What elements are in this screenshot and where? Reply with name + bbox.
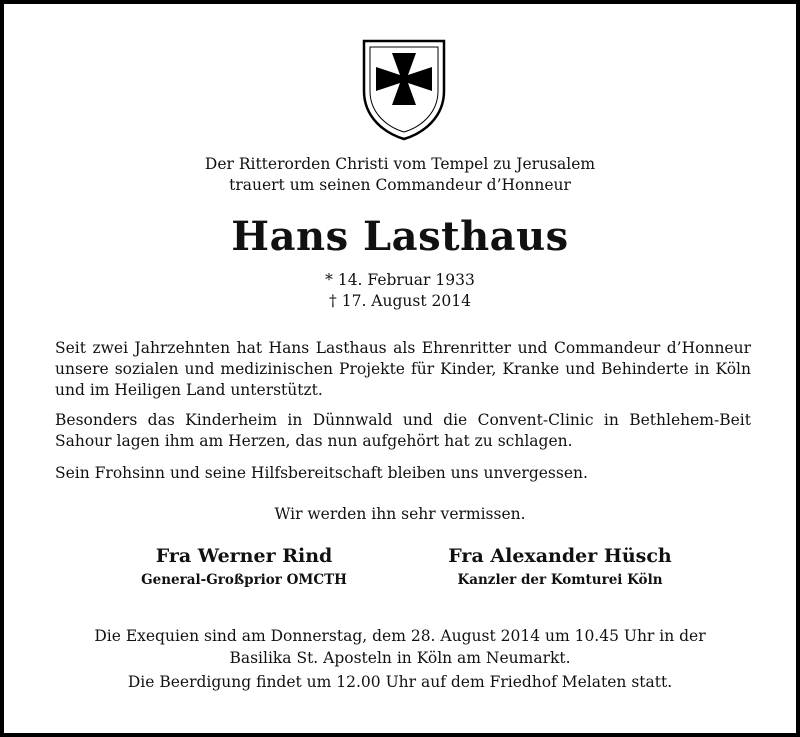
- signatory-right: [410, 544, 710, 590]
- deceased-name: Hans Lasthaus: [231, 213, 569, 260]
- birth-date: * 14. Februar 1933: [325, 271, 475, 289]
- organization-line: Der Ritterorden Christi vom Tempel zu Jerusalem: [204, 155, 596, 173]
- mourning-line: trauert um seinen Commandeur d’Honneur: [229, 176, 571, 194]
- life-dates: [4, 270, 796, 312]
- closing-line: Wir werden ihn sehr vermissen.: [274, 505, 526, 523]
- tribute-paragraph-1: Seit zwei Jahrzehnten hat Hans Lasthaus als Ehrenritter und Commandeur d’Honneur unsere sozialen und medizinischen Projekte für Kinder, Kranke und Behinderte in Köln und im Heiligen Land unterstützt.: [55, 339, 751, 399]
- signatory-title: General-Großprior OMCTH: [141, 572, 347, 588]
- signatory-left: [94, 544, 394, 590]
- signatory-name: Fra Alexander Hüsch: [448, 545, 672, 567]
- tribute-paragraph-2: Besonders das Kinderheim in Dünnwald und die Convent-Clinic in Bethlehem-Beit Sahour lagen ihm am Herzen, das nun aufgehört hat zu schlagen.: [55, 411, 751, 450]
- funeral-mass-line-1: Die Exequien sind am Donnerstag, dem 28. August 2014 um 10.45 Uhr in der: [94, 627, 706, 645]
- signatory-name: Fra Werner Rind: [155, 545, 333, 567]
- signatory-title: Kanzler der Komturei Köln: [457, 572, 663, 588]
- funeral-mass-line-2: Basilika St. Aposteln in Köln am Neumarkt.: [229, 649, 571, 667]
- funeral-mass-info: [4, 625, 796, 669]
- burial-info: Die Beerdigung findet um 12.00 Uhr auf dem Friedhof Melaten statt.: [127, 673, 673, 691]
- death-date: † 17. August 2014: [329, 292, 471, 310]
- organization-heading: [4, 154, 796, 196]
- templar-cross-shield-icon: [362, 39, 446, 141]
- tribute-paragraph-3: Sein Frohsinn und seine Hilfsbereitschaft bleiben uns unvergessen.: [55, 464, 588, 482]
